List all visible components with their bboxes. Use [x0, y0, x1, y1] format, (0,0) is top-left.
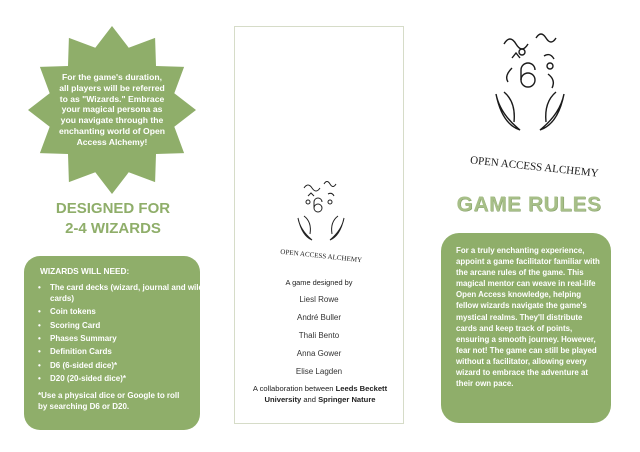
list-item: • Phases Summary	[50, 334, 218, 345]
game-rules-text: For a truly enchanting experience, appoint a game facilitator familiar with the arcane rules of the game. This magical mentor can weave in real-life Open Access knowledge, helping fellow wizards navigate the game's mystical realms. They'll distribute cards and keep track of points, ensuring a smooth journey. However, fear not! The game can still be played without a facilitator, allowing every wizard to embrace the adventure at their own pace.	[456, 246, 600, 389]
game-rules-heading: GAME RULES	[456, 193, 602, 216]
list-item: • Definition Cards	[50, 347, 218, 358]
wizards-need-list	[28, 283, 218, 388]
designer-name: André Buller	[296, 313, 342, 322]
wizards-intro-text: For the game's duration, all players will be referred to as "Wizards." Embrace your magical persona as you navigate through the enchanting world of Open Access Alchemy!	[59, 72, 165, 147]
wizards-need-card	[24, 256, 204, 430]
list-item: • D20 (20-sided dice)*	[50, 374, 218, 385]
list-item: • The card decks (wizard, journal and wild cards)	[50, 283, 218, 305]
designed-by-label: A game designed by	[285, 278, 353, 287]
logo-caption: OPEN ACCESS ALCHEMY	[279, 247, 363, 265]
designer-name: Anna Gower	[296, 349, 342, 358]
dice-note: *Use a physical dice or Google to roll by searching D6 or D20.	[38, 391, 180, 411]
designed-for-heading: DESIGNED FOR 2-4 WIZARDS	[55, 200, 171, 237]
list-item: • D6 (6-sided dice)*	[50, 361, 218, 372]
collab-and: and	[301, 395, 319, 404]
designer-name: Liesl Rowe	[299, 295, 339, 304]
collab-org-leeds: Leeds Beckett University	[264, 384, 388, 404]
collab-org-springer: Springer Nature	[318, 395, 376, 404]
logo-caption: OPEN ACCESS ALCHEMY	[469, 154, 600, 180]
collab-prefix: A collaboration between	[252, 384, 336, 393]
designer-name: Thali Bento	[298, 331, 340, 340]
wizards-need-title: WIZARDS WILL NEED:	[40, 266, 130, 276]
list-item: • Scoring Card	[50, 321, 218, 332]
designer-name: Elise Lagden	[295, 367, 343, 376]
open-access-alchemy-logo-large	[452, 30, 616, 180]
list-item: • Coin tokens	[50, 307, 218, 318]
open-access-alchemy-logo-small	[268, 178, 374, 268]
collaboration-text	[244, 383, 396, 405]
